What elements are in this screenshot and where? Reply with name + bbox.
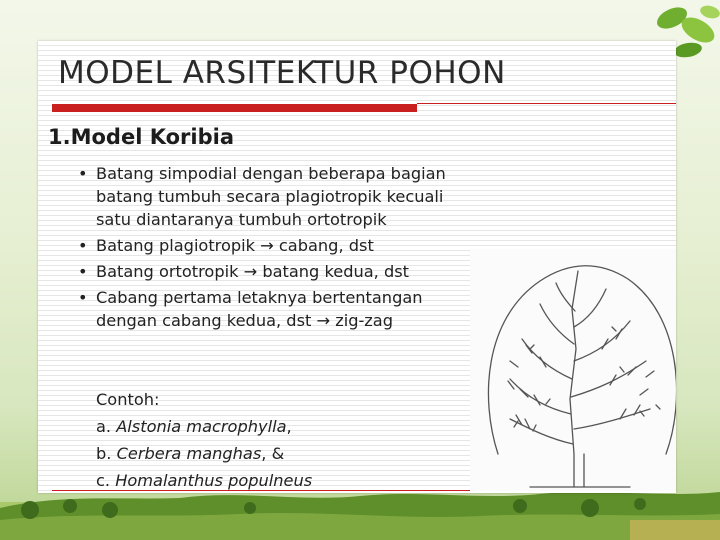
example-suffix: , <box>286 417 292 436</box>
bullet-item <box>76 260 476 283</box>
bullet-list <box>76 162 476 335</box>
bullet-item <box>76 162 476 231</box>
example-item <box>96 413 312 440</box>
examples-label: Contoh: <box>96 390 160 409</box>
example-species: Alstonia macrophylla <box>116 417 287 436</box>
bullet-dot: • <box>78 236 88 255</box>
example-suffix: , & <box>261 444 285 463</box>
bullet-text: Batang simpodial dengan beberapa bagian batang tumbuh secara plagiotropik kecuali satu diantaranya tumbuh ortotropik <box>96 164 446 229</box>
title-underline-thin <box>417 103 676 104</box>
bullet-text: Batang ortotropik → batang kedua, dst <box>96 262 410 281</box>
section-heading: 1.Model Koribia <box>48 125 234 149</box>
example-species: Homalanthus populneus <box>115 471 313 490</box>
example-marker: c. <box>96 471 111 490</box>
tree-figure <box>470 249 676 491</box>
bullet-text: Cabang pertama letaknya bertentangan dengan cabang kedua, dst → zig-zag <box>96 288 423 330</box>
bullet-dot: • <box>78 262 88 281</box>
example-species: Cerbera manghas <box>116 444 262 463</box>
bullet-item <box>76 234 476 257</box>
slide-panel <box>38 41 676 493</box>
tree-architecture-drawing-icon <box>470 249 676 491</box>
bullet-dot: • <box>78 164 88 183</box>
bullet-text: Batang plagiotropik → cabang, dst <box>96 236 374 255</box>
title-underline-thick <box>52 104 417 112</box>
bullet-dot: • <box>78 288 88 307</box>
examples-block <box>96 386 312 493</box>
example-item <box>96 440 312 467</box>
example-marker: b. <box>96 444 112 463</box>
example-marker: a. <box>96 417 112 436</box>
bullet-item <box>76 286 476 332</box>
slide-title: MODEL ARSITEKTUR POHON <box>58 55 506 91</box>
